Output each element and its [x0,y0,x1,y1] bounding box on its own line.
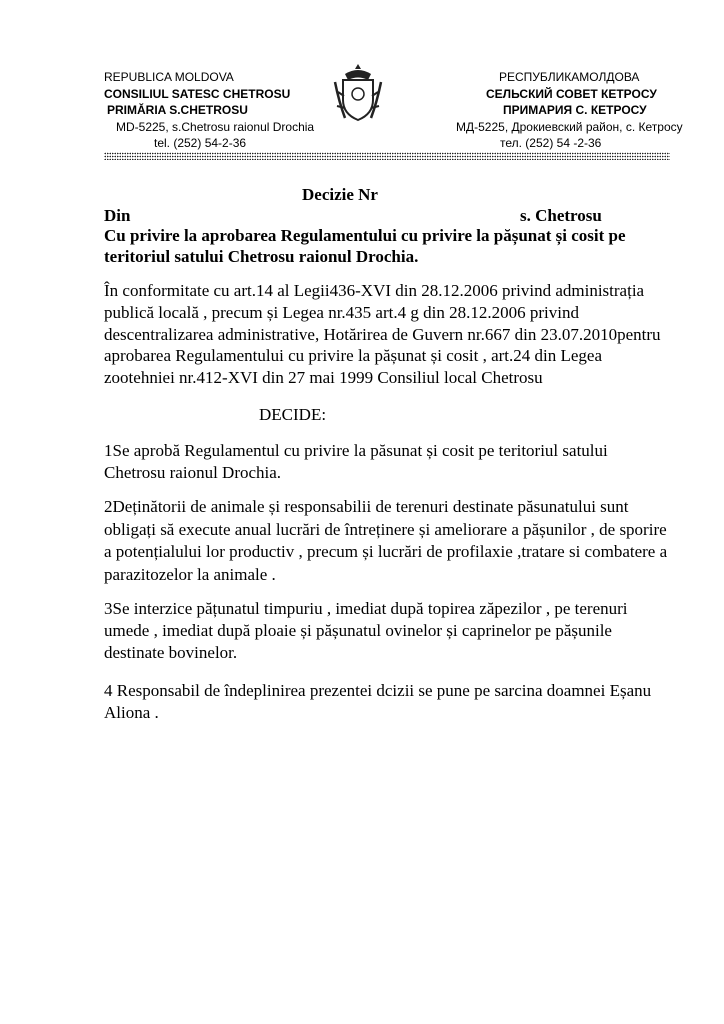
decision-header [104,185,644,267]
preamble-line: descentralizarea administrative, Hotărirea de Guvern nr.667 din 23.07.2010pentru [104,324,661,344]
title-line: teritoriul satului Chetrosu raionul Drochia. [104,246,419,266]
council-ro: CONSILIUL SATESC CHETROSU [104,86,291,101]
header-right [456,69,713,152]
point-line: 3Se interzice pățunatul timpuriu , imediat după topirea zăpezilor , pe terenuri [104,599,628,618]
council-ru: СЕЛЬСКИЙ СОВЕТ КЕТРОСУ [486,86,657,101]
point-line: a potențialului lor productiv , precum și lucrări de profilaxie ,tratare si combatere a [104,542,668,561]
point-line: Chetrosu raionul Drochia. [104,463,282,482]
point-3 [104,598,644,664]
point-line: obligați să execute anual lucrări de întreținere și ameliorare a pășunilor , de sporire [104,519,667,539]
phone-ru: тел. (252) 54 -2-36 [500,136,602,151]
preamble-line: În conformitate cu art.14 al Legii436-XVI din 28.12.2006 privind administrația [104,281,645,300]
mayoralty-ru: ПРИМАРИЯ С. КЕТРОСУ [503,103,647,118]
preamble-line: zootehniei nr.412-XVI din 27 mai 1999 Consiliul local Chetrosu [104,368,543,388]
decide-label: DECIDE: [259,405,327,424]
point-line: 2Deținătorii de animale și responsabilii de terenuri destinate păsunatului sunt [104,497,629,516]
header-divider [104,152,670,160]
country-ro: REPUBLICA MOLDOVA [104,70,234,84]
point-line: umede , imediat după ploaie și pășunatul ovinelor și caprinelor pe pășunile [104,621,612,640]
preamble [104,280,661,389]
phone-ro: tel. (252) 54-2-36 [154,136,247,151]
point-line: Aliona . [104,703,159,722]
preamble-line: aprobarea Regulamentului cu privire la pășunat și cosit , art.24 din Legea [104,346,603,366]
place-label: s. Chetrosu [520,205,602,225]
title-line: Cu privire la aprobarea Regulamentului cu privire la pășunat și cosit pe [104,226,626,245]
decision-heading: Decizie Nr [302,185,378,204]
decision-date-line [104,206,644,227]
address-ru: МД-5225, Дрокиевский район, с. Кетросу [456,119,683,134]
point-4 [104,680,652,724]
header-left [104,69,314,152]
point-line: 1Se aprobă Regulamentul cu privire la păsunat și cosit pe teritoriul satului [104,441,608,460]
point-line: destinate bovinelor. [104,643,238,662]
preamble-line: publică locală , precum și Legea nr.435 art.4 g din 28.12.2006 privind [104,302,579,322]
address-ro: MD-5225, s.Chetrosu raionul Drochia [116,119,315,134]
mayoralty-ro: PRIMĂRIA S.CHETROSU [107,103,248,118]
point-1 [104,440,644,484]
coat-of-arms-icon [333,62,383,124]
country-ru: РЕСПУБЛИКАМОЛДОВА [499,70,640,84]
din-label: Din [104,205,131,225]
point-line: 4 Responsabil de îndeplinirea prezentei dcizii se pune pe sarcina doamnei Eșanu [104,681,652,700]
point-2 [104,496,668,586]
point-line: parazitozelor la animale . [104,564,276,584]
